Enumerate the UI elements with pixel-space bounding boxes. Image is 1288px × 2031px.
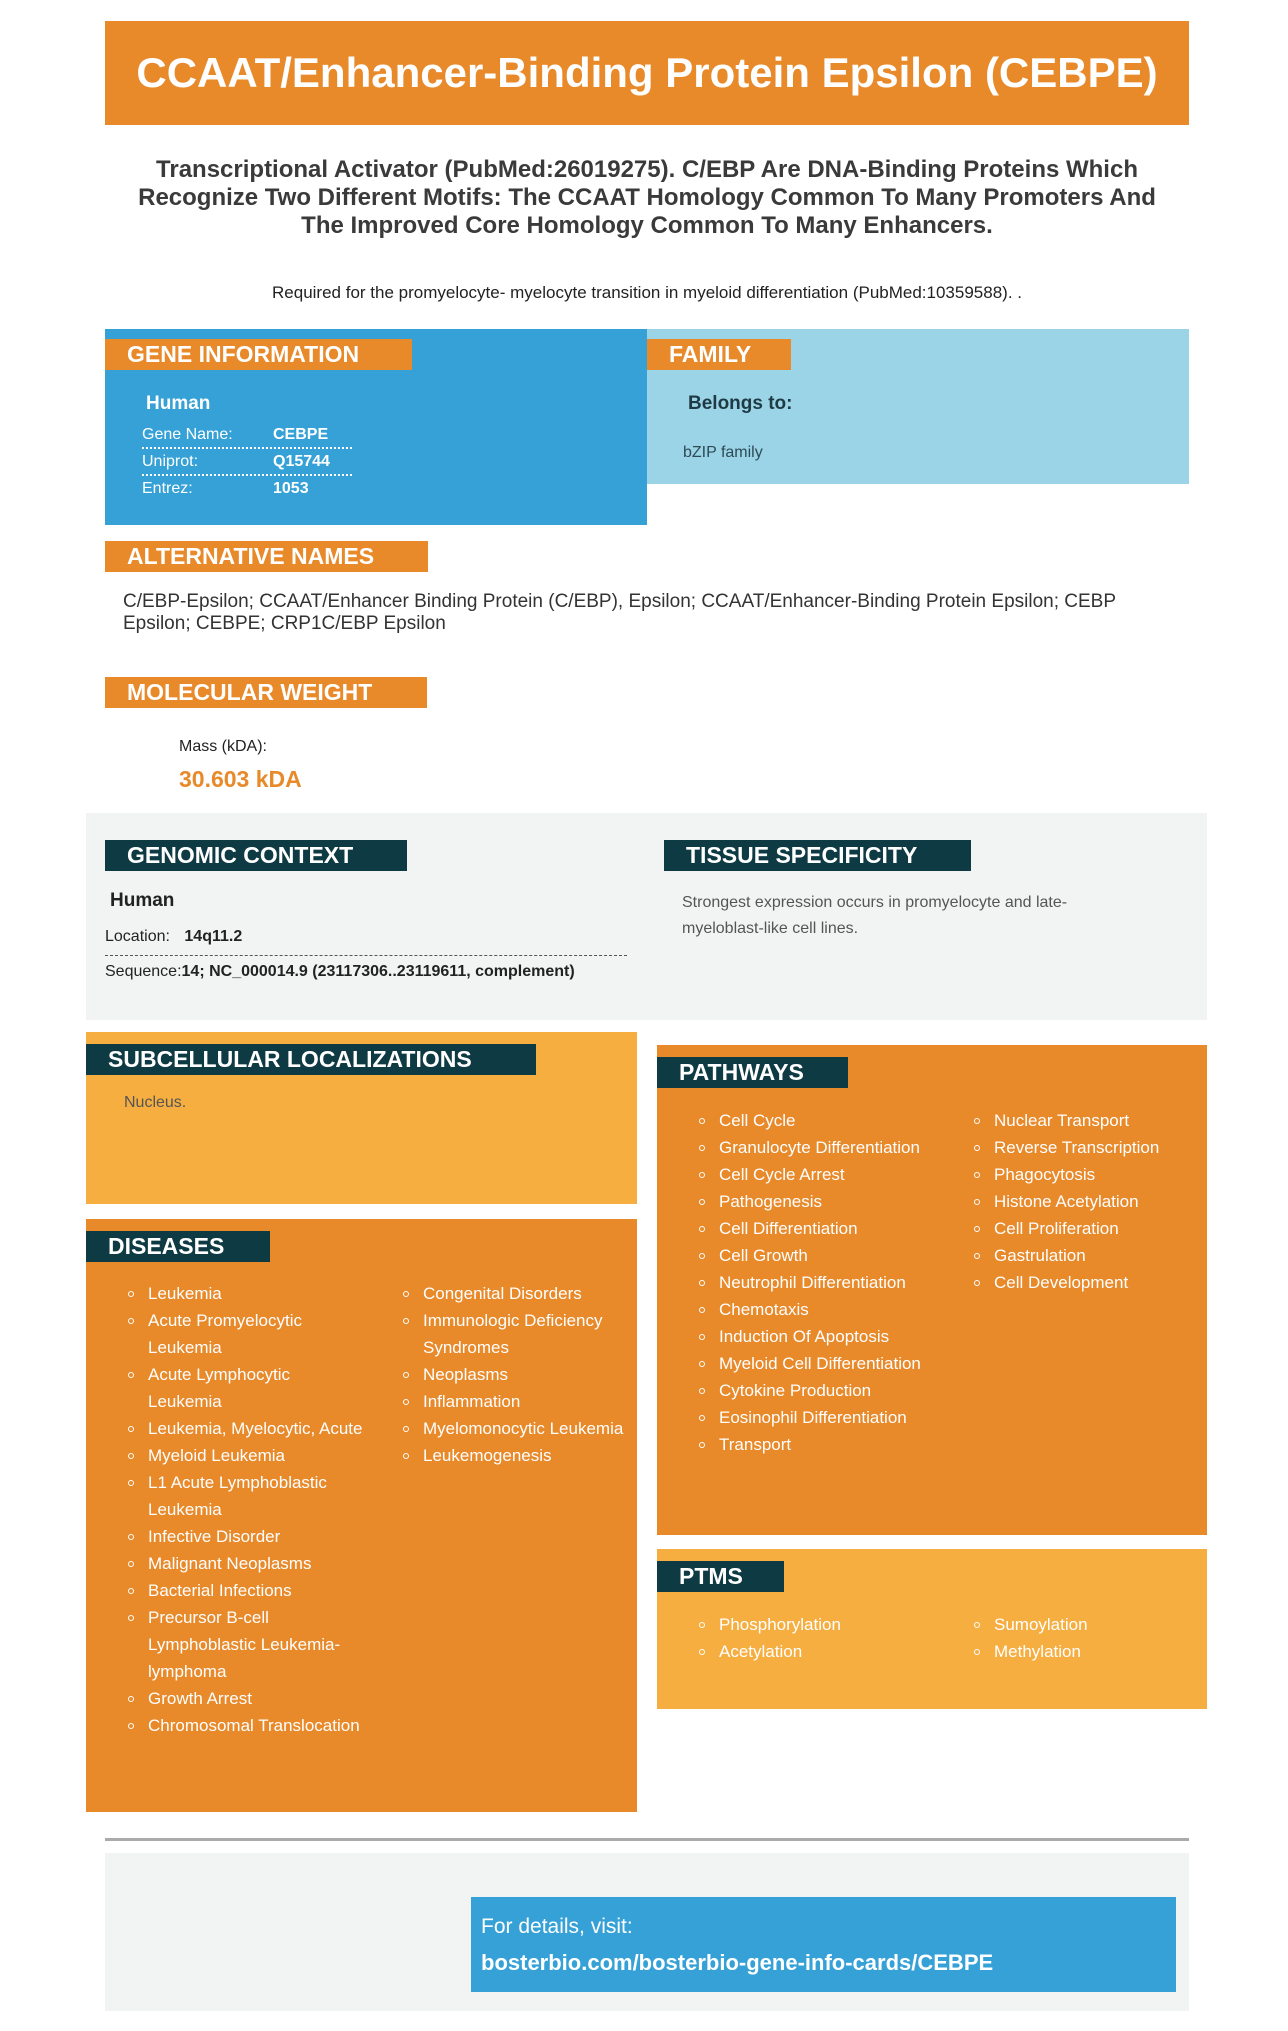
molecular-weight-heading: MOLECULAR WEIGHT [105,677,427,708]
ptm-item: Methylation [971,1638,1207,1665]
pathways-heading: PATHWAYS [657,1057,848,1088]
disease-item: Myeloid Leukemia [125,1442,365,1469]
page-title: CCAAT/Enhancer-Binding Protein Epsilon (CEBPE) [136,49,1158,96]
disease-item: Acute Lymphocytic Leukemia [125,1361,365,1415]
pathway-item: Cell Cycle Arrest [696,1161,936,1188]
ptms-heading: PTMS [657,1561,784,1592]
title-banner [105,21,1189,125]
disease-item: Congenital Disorders [400,1280,630,1307]
ptms-card [657,1549,1207,1709]
uniprot-value: Q15744 [273,453,330,470]
pathway-item: Myeloid Cell Differentiation [696,1350,936,1377]
diseases-list-col2 [400,1280,630,1469]
pathway-item: Pathogenesis [696,1188,936,1215]
details-label: For details, visit: [481,1915,633,1938]
pathway-item: Induction Of Apoptosis [696,1323,936,1350]
entrez-row [142,476,352,503]
pathway-item: Cell Development [971,1269,1207,1296]
location-value: 14q11.2 [184,928,243,945]
gene-name-value: CEBPE [273,426,329,443]
alternative-names-text: C/EBP-Epsilon; CCAAT/Enhancer Binding Protein (C/EBP), Epsilon; CCAAT/Enhancer-Binding Protein Epsilon; CEBP Epsilon; CEBPE; CRP1C/EBP Epsilon [123,591,1116,634]
disease-item: Precursor B-cell Lymphoblastic Leukemia-lymphoma [125,1604,365,1685]
disease-item: Neoplasms [400,1361,630,1388]
disease-item: Infective Disorder [125,1523,365,1550]
family-value: bZIP family [683,444,763,461]
pathways-list-col2 [971,1107,1207,1296]
function-summary-text: Required for the promyelocyte- myelocyte transition in myeloid differentiation (PubMed:10359588). . [272,283,1022,302]
pathway-item: Gastrulation [971,1242,1207,1269]
footer-divider [105,1838,1189,1841]
tissue-specificity-heading: TISSUE SPECIFICITY [664,840,971,871]
uniprot-label: Uniprot: [142,453,199,470]
ptm-item: Phosphorylation [696,1611,936,1638]
function-summary-heading: Transcriptional Activator (PubMed:26019275). C/EBP Are DNA-Binding Proteins Which Recognize Two Different Motifs: The CCAAT Homology Common To Many Promoters And The Improved Core Homology Common To Many Enhancers. [138,156,1156,239]
disease-item: Myelomonocytic Leukemia [400,1415,630,1442]
pathway-item: Phagocytosis [971,1161,1207,1188]
disease-item: Leukemia [125,1280,365,1307]
entrez-value: 1053 [273,480,309,497]
diseases-card [86,1219,637,1812]
ptms-list-col2 [971,1611,1207,1665]
disease-item: Inflammation [400,1388,630,1415]
family-heading: FAMILY [647,339,791,370]
pathway-item: Eosinophil Differentiation [696,1404,936,1431]
gene-information-heading: GENE INFORMATION [105,339,412,370]
pathway-item: Cell Cycle [696,1107,936,1134]
disease-item: Malignant Neoplasms [125,1550,365,1577]
disease-item: Growth Arrest [125,1685,365,1712]
disease-item: Chromosomal Translocation [125,1712,365,1739]
pathway-item: Neutrophil Differentiation [696,1269,936,1296]
disease-item: L1 Acute Lymphoblastic Leukemia [125,1469,365,1523]
pathway-item: Cell Differentiation [696,1215,936,1242]
belongs-to-label: Belongs to: [688,393,793,414]
subcellular-text: Nucleus. [124,1094,187,1111]
pathway-item: Reverse Transcription [971,1134,1207,1161]
sequence-row [105,963,645,981]
diseases-heading: DISEASES [86,1231,270,1262]
location-row [105,928,627,956]
pathway-item: Nuclear Transport [971,1107,1207,1134]
genomic-species: Human [110,890,175,911]
genomic-context-heading: GENOMIC CONTEXT [105,840,407,871]
disease-item: Leukemia, Myelocytic, Acute [125,1415,365,1442]
pathways-list-col1 [696,1107,936,1458]
disease-item: Immunologic Deficiency Syndromes [400,1307,630,1361]
uniprot-row [142,449,352,476]
sequence-value: 14; NC_000014.9 (23117306..23119611, complement) [181,963,575,980]
mass-label: Mass (kDA): [179,738,267,755]
pathway-item: Cell Proliferation [971,1215,1207,1242]
disease-item: Acute Promyelocytic Leukemia [125,1307,365,1361]
details-link-box[interactable] [471,1897,1176,1992]
details-url-link[interactable]: bosterbio.com/bosterbio-gene-info-cards/CEBPE [481,1950,994,1975]
ptm-item: Sumoylation [971,1611,1207,1638]
sequence-label: Sequence: [105,963,182,980]
disease-item: Leukemogenesis [400,1442,630,1469]
pathway-item: Transport [696,1431,936,1458]
location-label: Location: [105,928,170,945]
disease-item: Bacterial Infections [125,1577,365,1604]
tissue-specificity-text: Strongest expression occurs in promyelocyte and late-myeloblast-like cell lines. [682,894,1068,937]
gene-information-card [105,329,647,525]
subcellular-localizations-card [86,1032,637,1204]
family-card [647,329,1189,484]
gene-species: Human [146,393,211,414]
pathway-item: Chemotaxis [696,1296,936,1323]
pathways-card [657,1045,1207,1535]
ptms-list-col1 [696,1611,936,1665]
mass-value: 30.603 kDA [179,766,302,792]
gene-name-label: Gene Name: [142,426,233,443]
diseases-list-col1 [125,1280,365,1739]
subcellular-heading: SUBCELLULAR LOCALIZATIONS [86,1044,536,1075]
ptm-item: Acetylation [696,1638,936,1665]
pathway-item: Cell Growth [696,1242,936,1269]
alternative-names-heading: ALTERNATIVE NAMES [105,541,428,572]
pathway-item: Histone Acetylation [971,1188,1207,1215]
pathway-item: Granulocyte Differentiation [696,1134,936,1161]
entrez-label: Entrez: [142,480,193,497]
pathway-item: Cytokine Production [696,1377,936,1404]
genomic-context-section [86,813,1207,1020]
gene-name-row [142,422,352,449]
